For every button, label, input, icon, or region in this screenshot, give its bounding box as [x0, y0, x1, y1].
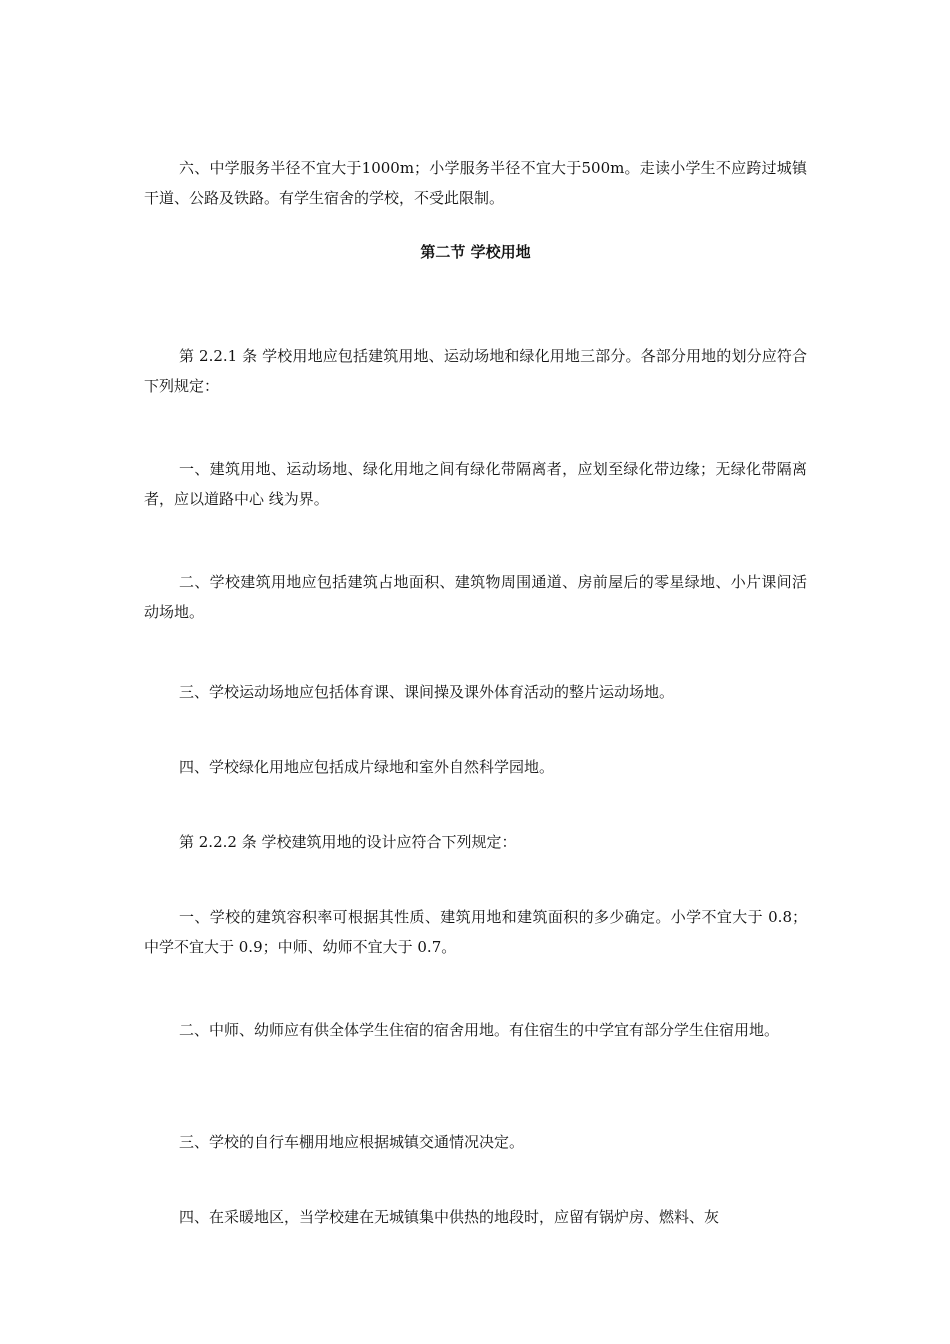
- paragraph-intro: 六、中学服务半径不宜大于1000m；小学服务半径不宜大于500m。走读小学生不应跨过城镇干道、公路及铁路。有学生宿舍的学校，不受此限制。: [144, 159, 807, 207]
- paragraph-2-2-2-item-1: 一、学校的建筑容积率可根据其性质、建筑用地和建筑面积的多少确定。小学不宜大于 0.8；中学不宜大于 0.9；中师、幼师不宜大于 0.7。: [144, 908, 807, 956]
- paragraph-item-3: 三、学校运动场地应包括体育课、课间操及课外体育活动的整片运动场地。: [179, 683, 675, 701]
- paragraph-2-2-2: 第 2.2.2 条 学校建筑用地的设计应符合下列规定：: [179, 833, 517, 851]
- paragraph-2-2-2-item-2: 二、中师、幼师应有供全体学生住宿的宿舍用地。有住宿生的中学宜有部分学生住宿用地。: [179, 1021, 780, 1039]
- paragraph-item-2: 二、学校建筑用地应包括建筑占地面积、建筑物周围通道、房前屋后的零星绿地、小片课间活动场地。: [144, 573, 807, 621]
- paragraph-item-1: 一、建筑用地、运动场地、绿化用地之间有绿化带隔离者，应划至绿化带边缘；无绿化带隔离者，应以道路中心 线为界。: [144, 460, 807, 508]
- paragraph-2-2-1: 第 2.2.1 条 学校用地应包括建筑用地、运动场地和绿化用地三部分。各部分用地的划分应符合下列规定：: [144, 347, 807, 395]
- paragraph-item-4: 四、学校绿化用地应包括成片绿地和室外自然科学园地。: [179, 758, 555, 776]
- paragraph-2-2-2-item-3: 三、学校的自行车棚用地应根据城镇交通情况决定。: [179, 1133, 525, 1151]
- paragraph-2-2-2-item-4: 四、在采暖地区，当学校建在无城镇集中供热的地段时，应留有锅炉房、燃料、灰: [179, 1208, 720, 1226]
- section-title: 第二节 学校用地: [420, 243, 531, 261]
